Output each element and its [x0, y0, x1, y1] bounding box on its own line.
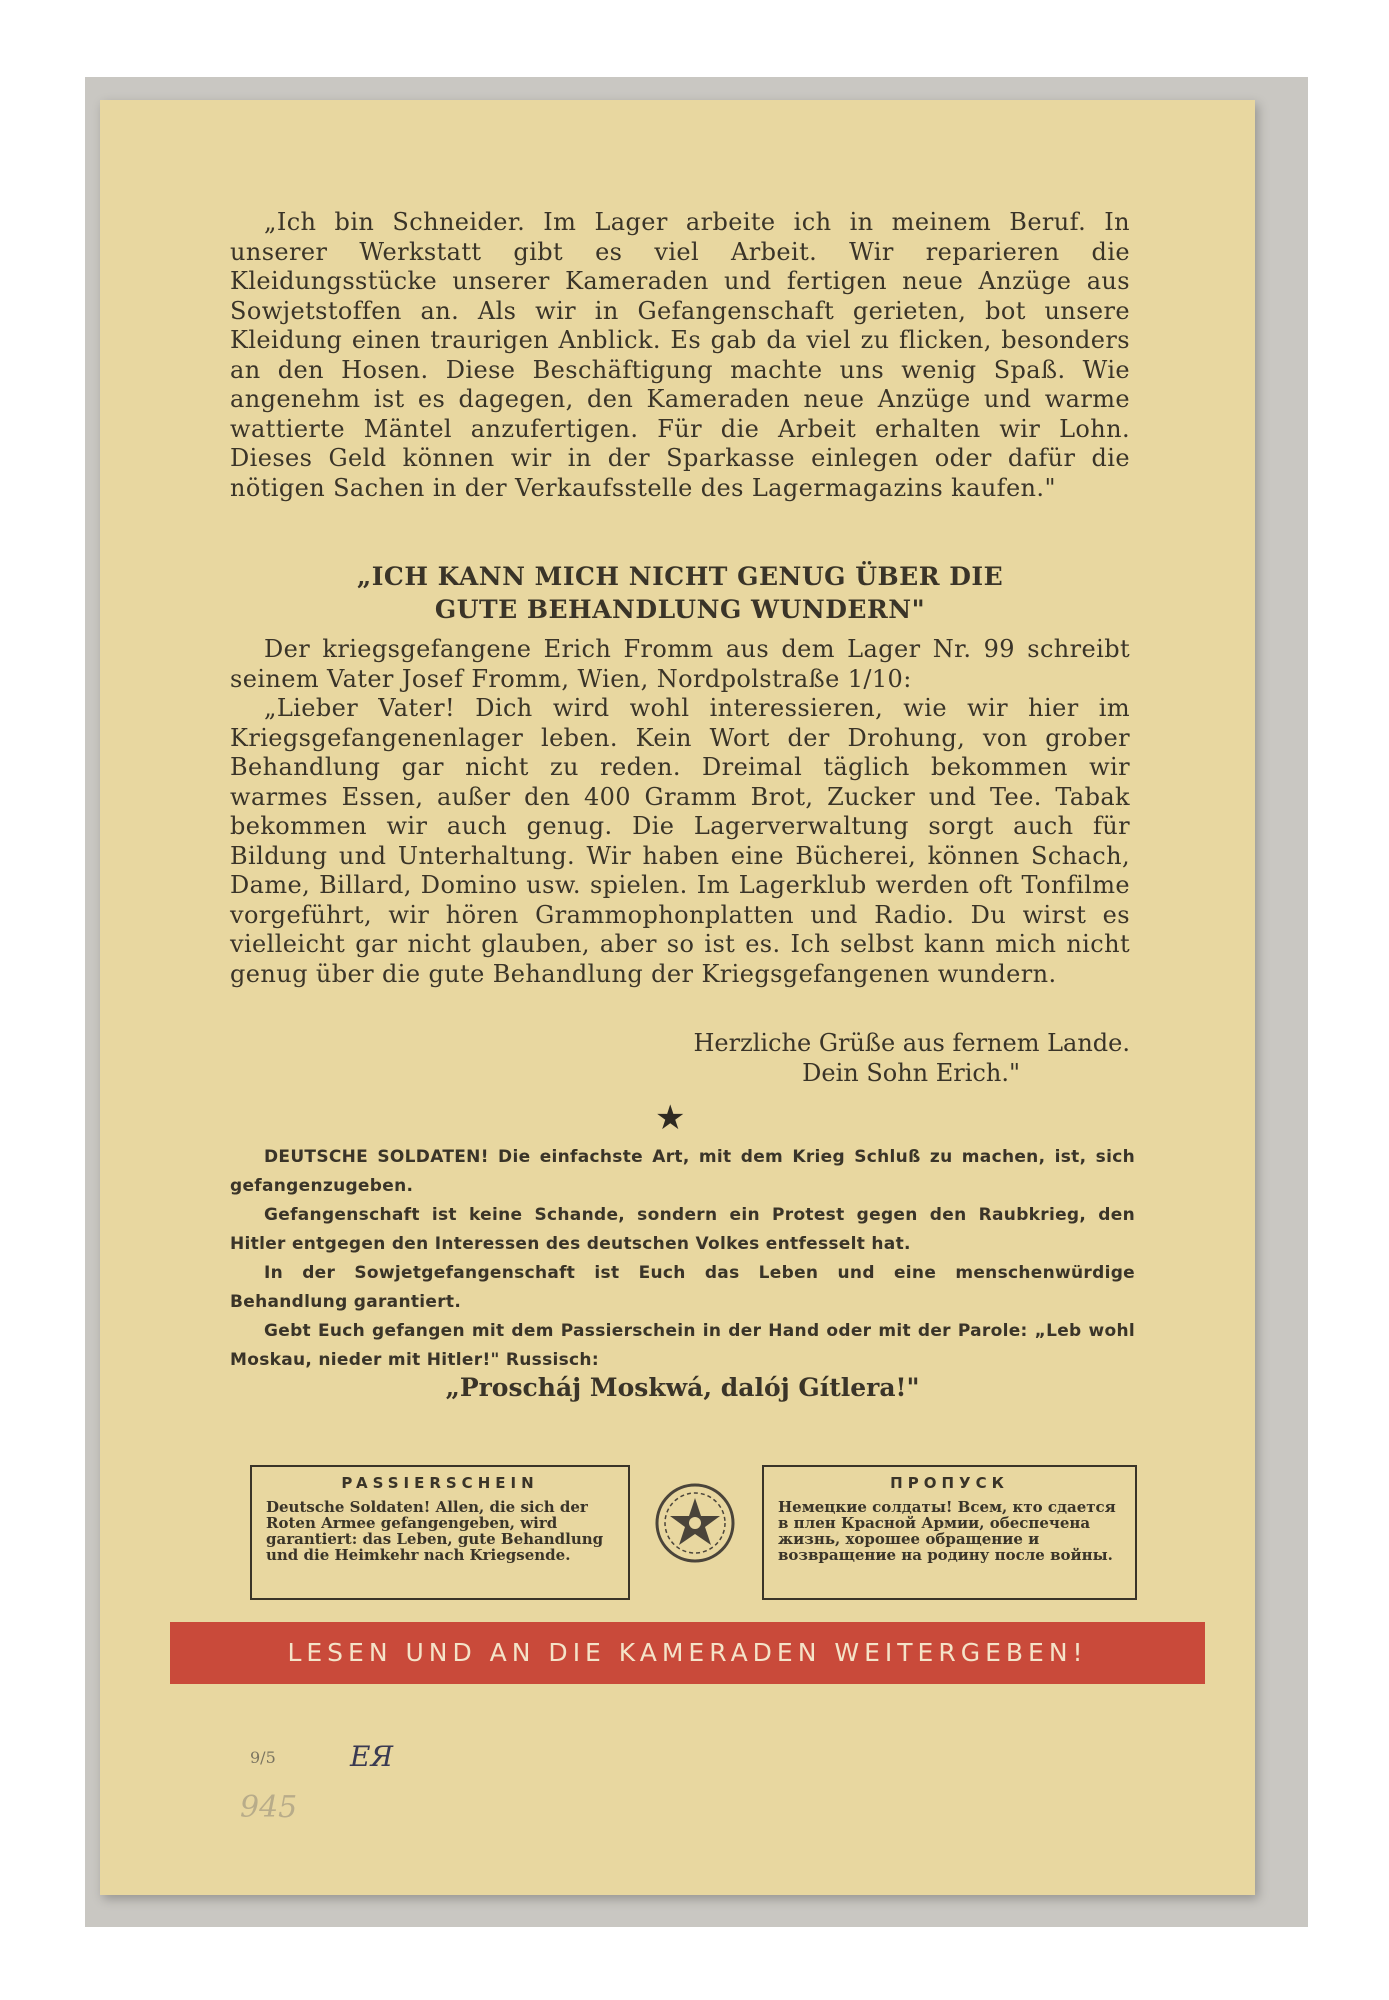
leaflet-sheet [100, 100, 1255, 1895]
letter-two-intro: Der kriegsgefangene Erich Fromm aus dem Lager Nr. 99 schreibt seinem Vater Josef Fromm, Wien, Nordpolstraße 1/10: [230, 635, 1130, 693]
letter-two [230, 635, 1130, 989]
propusk-title: ПРОПУСК [890, 1474, 1009, 1492]
greeting: Herzliche Grüße aus fernem Lande. [693, 1029, 1130, 1057]
appeal-p4: Gebt Euch gefangen mit dem Passierschein in der Hand oder mit der Parole: „Leb wohl Moskau, nieder mit Hitler!" Russisch: [230, 1321, 1135, 1370]
propusk-box [762, 1465, 1137, 1600]
appeal-block [230, 1143, 1135, 1375]
handwritten-mark: ЕЯ [350, 1740, 394, 1773]
propusk-text: Немецкие солдаты! Всем, кто сдается в плен Красной Армии, обеспечена жизнь, хорошее обращение и возвращение на родину после войны. [778, 1498, 1116, 1564]
appeal-p1: DEUTSCHE SOLDATEN! Die einfachste Art, mit dem Krieg Schluß zu machen, ist, sich gefangenzugeben. [230, 1147, 1135, 1196]
pencil-number: 945 [240, 1790, 298, 1825]
passierschein-title: PASSIERSCHEIN [341, 1474, 539, 1492]
handwritten-mark-small: 9/5 [250, 1748, 276, 1767]
heading-line-2: GUTE BEHANDLUNG WUNDERN" [434, 595, 926, 624]
letter-one-text: „Ich bin Schneider. Im Lager arbeite ich in meinem Beruf. In unserer Werkstatt gibt es viel Arbeit. Wir reparieren die Kleidungsstücke unserer Kameraden und fertigen neue Anzüge aus Sowjetstoffen an. Als wir in Gefangenschaft gerieten, bot unsere Kleidung einen traurigen Anblick. Es gab da viel zu flicken, besonders an den Hosen. Diese Beschäftigung machte uns wenig Spaß. Wie angenehm ist es dagegen, den Kameraden neue Anzüge und warme wattierte Mäntel anzufertigen. Für die Arbeit erhalten wir Lohn. Dieses Geld können wir in der Sparkasse einlegen oder dafür die nötigen Sachen in der Verkaufsstelle des Lagermagazins kaufen." [230, 208, 1130, 502]
letter-two-signoff [660, 1028, 1130, 1088]
appeal-p3: In der Sowjetgefangenschaft ist Euch das Leben und eine menschenwürdige Behandlung garantiert. [230, 1263, 1135, 1312]
letter-two-body: „Lieber Vater! Dich wird wohl interessieren, wie wir hier im Kriegsgefangenenlager leben. Kein Wort der Drohung, von grober Behandlung gar nicht zu reden. Dreimal täglich bekommen wir warmes Essen, außer den 400 Gramm Brot, Zucker und Tee. Tabak bekommen wir auch genug. Die Lagerverwaltung sorgt auch für Bildung und Unterhaltung. Wir haben eine Bücherei, können Schach, Dame, Billard, Domino usw. spielen. Im Lagerklub werden oft Tonfilme vorgeführt, wir hören Grammophonplatten und Radio. Du wirst es vielleicht gar nicht glauben, aber so ist es. Ich selbst kann mich nicht genug über die gute Behandlung der Kriegsgefangenen wundern. [230, 694, 1130, 988]
passierschein-text: Deutsche Soldaten! Allen, die sich der Roten Armee gefangengeben, wird garantiert: das Leben, gute Behandlung und die Heimkehr nach Kriegsende. [266, 1498, 604, 1564]
appeal-p2: Gefangenschaft ist keine Schande, sondern ein Protest gegen den Raubkrieg, den Hitler entgegen den Interessen des deutschen Volkes entfesselt hat. [230, 1205, 1135, 1254]
parole-text: „Prosсháj Moskwá, dalój Gítlera!" [445, 1373, 920, 1402]
signature: Dein Sohn Erich." [802, 1059, 1020, 1087]
bottom-banner: LESEN UND AN DIE KAMERADEN WEITERGEBEN! [170, 1622, 1205, 1684]
heading-line-1: „ICH KANN MICH NICHT GENUG ÜBER DIE [356, 562, 1004, 591]
letter-one [230, 208, 1130, 503]
section-heading [230, 560, 1130, 626]
star-icon: ★ [655, 1098, 686, 1138]
passierschein-box [250, 1465, 630, 1600]
soviet-emblem-icon [650, 1478, 740, 1568]
